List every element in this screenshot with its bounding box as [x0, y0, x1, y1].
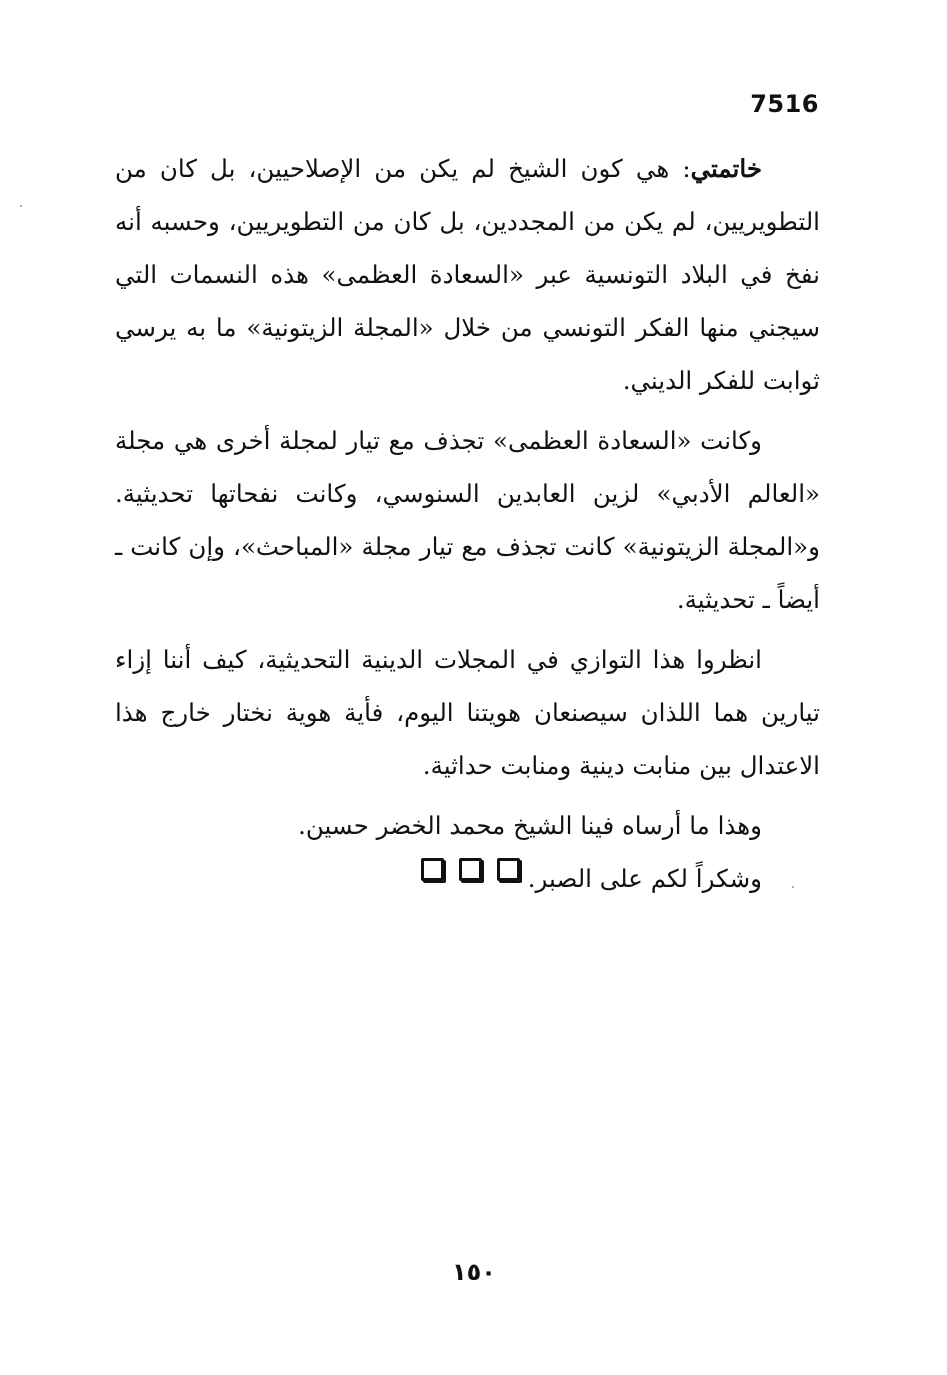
paragraph-conclusion [115, 142, 820, 407]
scan-speck [792, 886, 794, 888]
page-number: ١٥٠ [452, 1258, 496, 1286]
page-id-number: 7516 [750, 90, 819, 118]
ornament-square-icon [421, 858, 444, 881]
scan-speck [20, 205, 22, 207]
ornament-square-icon [459, 858, 482, 881]
paragraph-magazines: وكانت «السعادة العظمى» تجذف مع تيار لمجلة أخرى هي مجلة «العالم الأدبي» لزين العابدين السنوسي، وكانت نفحاتها تحديثية. و«المجلة الزيتونية» كانت تجذف مع تيار مجلة «المباحث»، وإن كانت ـ أيضاً ـ تحديثية. [115, 426, 820, 614]
section-end-ornament [421, 858, 520, 881]
line-thanks: وشكراً لكم على الصبر. [527, 864, 762, 893]
paragraph-conclusion-text: : هي كون الشيخ لم يكن من الإصلاحيين، بل كان من التطويريين، لم يكن من المجددين، بل كان من التطويريين، وحسبه أنه نفخ في البلاد التونسية عبر «السعادة العظمى» هذه النسمات التي سيجني منها الفكر التونسي من خلال «المجلة الزيتونية» ما به يرسي ثوابت للفكر الديني. [115, 154, 820, 395]
lead-word: خاتمتي [690, 154, 762, 183]
line-legacy: وهذا ما أرساه فينا الشيخ محمد الخضر حسين. [298, 811, 762, 840]
ornament-square-icon [497, 858, 520, 881]
main-text [115, 142, 820, 905]
paragraph-parallel: انظروا هذا التوازي في المجلات الدينية التحديثية، كيف أننا إزاء تيارين هما اللذان سيصنعان هويتنا اليوم، فأية هوية نختار خارج هذا الاعتدال بين منابت دينية ومنابت حداثية. [115, 645, 820, 780]
